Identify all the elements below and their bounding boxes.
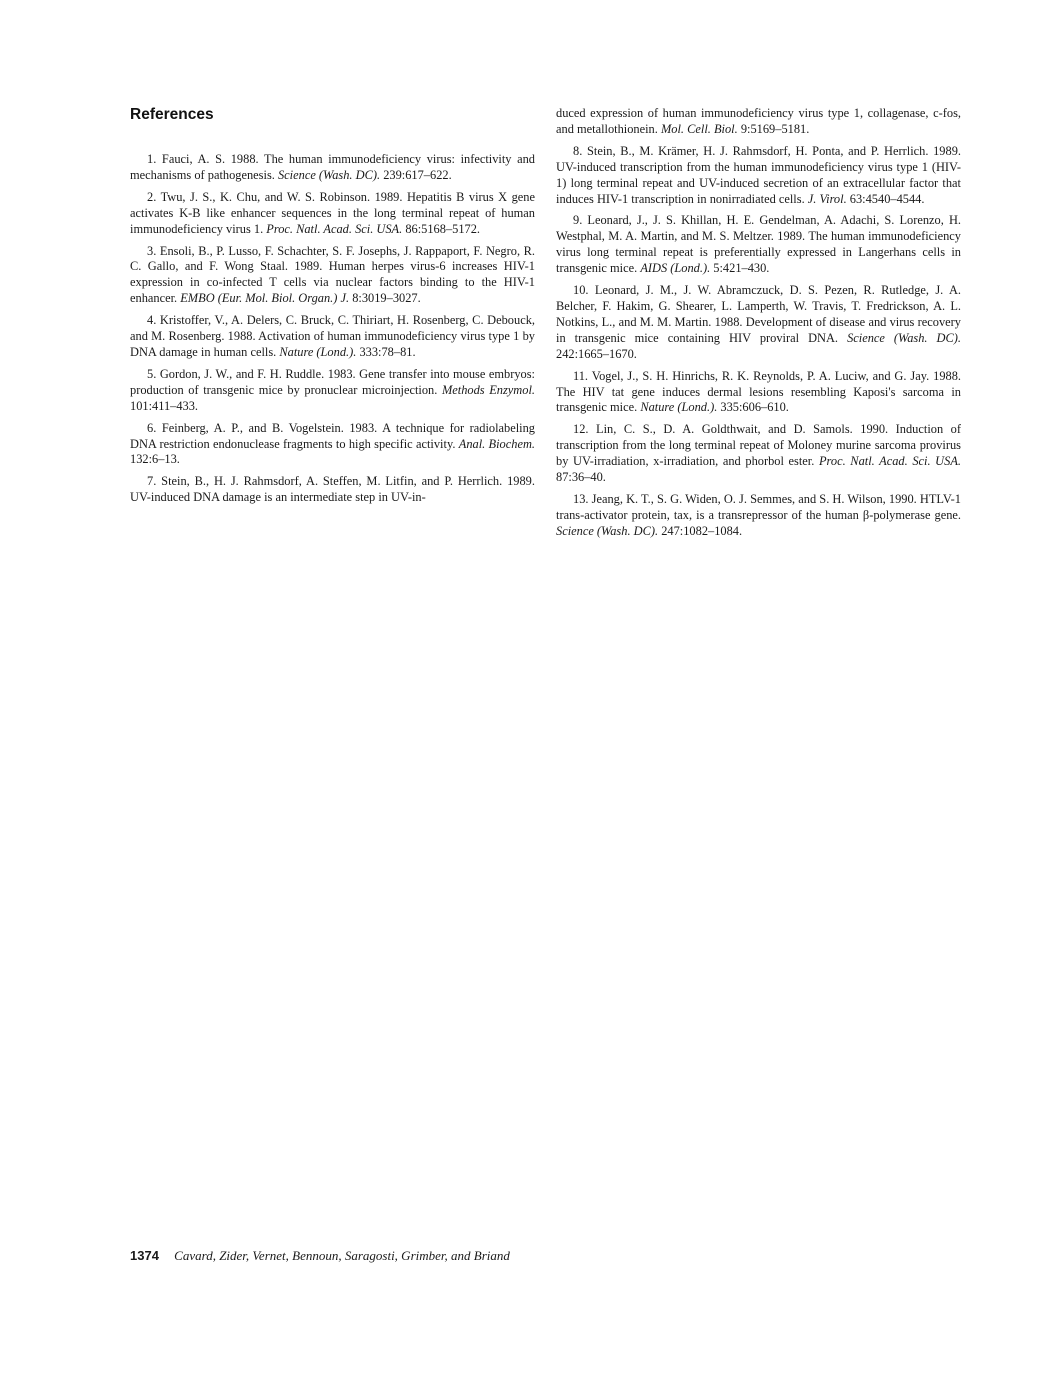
reference-text: Leonard, J. M., J. W. Abramczuck, D. S. Pezen, R. Rutledge, J. A. Belcher, F. Hakim, G. Shearer, L. Lamperth, W. Travis, T. Fredrickson, A. L. Notkins, L., and M. M. Martin. 1988. Development of disease and virus recovery in transgenic mice containing HIV proviral DNA. [556, 283, 961, 345]
reference-citation: 242:1665–1670. [556, 346, 637, 361]
reference-item [130, 474, 535, 506]
reference-text: Vogel, J., S. H. Hinrichs, R. K. Reynolds, P. A. Luciw, and G. Jay. 1988. The HIV tat gene induces dermal lesions resembling Kaposi's sarcoma in transgenic mice. [556, 368, 961, 415]
reference-text: Twu, J. S., K. Chu, and W. S. Robinson. 1989. Hepatitis B virus X gene activates K-B like enhancer sequences in the long terminal repeat of human immunodeficiency virus 1. [130, 189, 535, 236]
reference-text: Jeang, K. T., S. G. Widen, O. J. Semmes, and S. H. Wilson, 1990. HTLV-1 trans-activator protein, tax, is a transrepressor of the human β-polymerase gene. [556, 491, 961, 522]
reference-number: 1. [147, 152, 157, 166]
reference-journal: Methods Enzymol. [441, 382, 535, 397]
reference-number: 4. [147, 313, 157, 328]
reference-number: 3. [147, 243, 157, 258]
reference-citation: 5:421–430. [713, 261, 770, 276]
reference-citation: 87:36–40. [556, 470, 606, 485]
reference-text: Stein, B., M. Krämer, H. J. Rahmsdorf, H. Ponta, and P. Herrlich. 1989. UV-induced transcription from the human immunodeficiency virus type 1 (HIV-1) long terminal repeat and UV-induced secretion of an extracellular factor that induces HIV-1 transcription in nonirradiated cells. [556, 143, 961, 206]
reference-journal: Anal. Biochem. [458, 436, 535, 451]
references-left-column [130, 152, 535, 512]
reference-text: duced expression of human immunodeficiency virus type 1, collagenase, c-fos, and metallothionein. [556, 106, 961, 136]
reference-item [130, 313, 535, 361]
reference-journal: J. Virol. [807, 191, 847, 206]
reference-item [130, 190, 535, 238]
reference-citation: 101:411–433. [130, 398, 199, 413]
reference-citation: 239:617–622. [383, 167, 452, 182]
reference-citation: 9:5169–5181. [740, 121, 810, 136]
reference-text: Lin, C. S., D. A. Goldthwait, and D. Samols. 1990. Induction of transcription from the long terminal repeat of Moloney murine sarcoma provirus by UV-irradiation, x-irradiation, and phorbol ester. [556, 422, 961, 469]
reference-item [130, 421, 535, 469]
reference-item [130, 367, 535, 415]
reference-journal: Science (Wash. DC). [277, 167, 381, 182]
page-number: 1374 [130, 1248, 159, 1263]
reference-text: Feinberg, A. P., and B. Vogelstein. 1983. A technique for radiolabeling DNA restriction endonuclease fragments to high specific activity. [130, 420, 535, 451]
reference-citation: 247:1082–1084. [661, 523, 743, 538]
reference-text: Fauci, A. S. 1988. The human immunodeficiency virus: infectivity and mechanisms of pathogenesis. [130, 152, 535, 182]
reference-citation: 335:606–610. [720, 400, 789, 415]
reference-journal: AIDS (Lond.). [640, 261, 711, 276]
reference-citation: 63:4540–4544. [849, 191, 925, 206]
reference-journal: Proc. Natl. Acad. Sci. USA. [266, 221, 403, 236]
reference-journal: EMBO (Eur. Mol. Biol. Organ.) J. [180, 291, 350, 306]
reference-item [556, 369, 961, 417]
reference-journal: Science (Wash. DC). [556, 523, 659, 538]
reference-journal: Mol. Cell. Biol. [660, 121, 738, 136]
reference-journal: Science (Wash. DC). [847, 330, 961, 345]
references-heading: References [130, 106, 214, 123]
reference-text: Leonard, J., J. S. Khillan, H. E. Gendelman, A. Adachi, S. Lorenzo, H. Westphal, M. A. Martin, and M. S. Meltzer. 1989. The human immunodeficiency virus long terminal repeat is preferentially expressed in Langerhans cells in transgenic mice. [556, 213, 961, 276]
reference-citation: 333:78–81. [359, 344, 416, 359]
reference-number: 7. [147, 474, 157, 489]
reference-item [556, 144, 961, 208]
reference-journal: Nature (Lond.). [279, 344, 357, 359]
reference-citation: 86:5168–5172. [405, 221, 481, 236]
reference-item [130, 152, 535, 184]
reference-7-continuation [556, 106, 961, 138]
reference-item [556, 283, 961, 363]
reference-number: 9. [573, 213, 583, 228]
reference-text: Kristoffer, V., A. Delers, C. Bruck, C. Thiriart, H. Rosenberg, C. Debouck, and M. Rosenberg. 1988. Activation of human immunodeficiency virus type 1 by DNA damage in human cells. [130, 313, 535, 359]
reference-text: Gordon, J. W., and F. H. Ruddle. 1983. Gene transfer into mouse embryos: production of transgenic mice by pronuclear microinjection. [130, 366, 535, 397]
reference-number: 5. [147, 366, 157, 381]
page-footer [130, 1248, 510, 1264]
reference-journal: Proc. Natl. Acad. Sci. USA. [818, 454, 961, 469]
reference-item [130, 244, 535, 308]
reference-journal: Nature (Lond.). [640, 400, 718, 415]
reference-number: 2. [147, 189, 157, 204]
reference-number: 10. [573, 283, 589, 298]
reference-citation: 8:3019–3027. [352, 291, 421, 306]
reference-number: 6. [147, 420, 157, 435]
reference-item [556, 213, 961, 277]
reference-text: Stein, B., H. J. Rahmsdorf, A. Steffen, M. Litfin, and P. Herrlich. 1989. UV-induced DNA damage is an intermediate step in UV-in- [130, 474, 535, 505]
reference-number: 12. [573, 422, 589, 437]
reference-item [556, 422, 961, 486]
running-authors: Cavard, Zider, Vernet, Bennoun, Saragosti, Grimber, and Briand [174, 1248, 510, 1263]
reference-item [556, 492, 961, 540]
reference-number: 8. [573, 143, 583, 158]
reference-number: 13. [573, 491, 589, 506]
reference-number: 11. [573, 368, 589, 383]
references-right-column [556, 106, 961, 546]
reference-citation: 132:6–13. [130, 452, 180, 467]
reference-text: Ensoli, B., P. Lusso, F. Schachter, S. F. Josephs, J. Rappaport, F. Negro, R. C. Gallo, and F. Wong Staal. 1989. Human herpes virus-6 increases HIV-1 expression in co-infected T cells via nuclear factors binding to the HIV-1 enhancer. [130, 243, 535, 306]
